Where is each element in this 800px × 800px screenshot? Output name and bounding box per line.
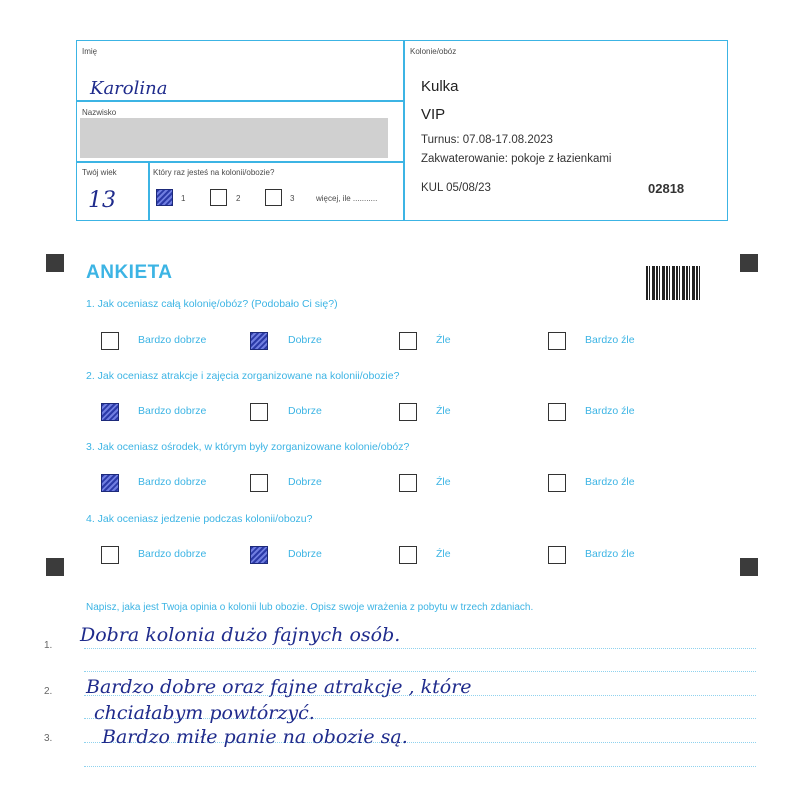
registration-marker [740, 558, 758, 576]
q2-option-label: Dobrze [288, 405, 322, 417]
q2-checkbox-1[interactable] [101, 403, 119, 421]
turnus: Turnus: 07.08-17.08.2023 [421, 134, 553, 146]
q1-option-label: Bardzo dobrze [138, 334, 207, 346]
line-number: 1. [44, 640, 53, 651]
answer-line-2: Bardzo dobre oraz fajne atrakcje , które [86, 676, 472, 698]
q4-option-label: Bardzo dobrze [138, 548, 207, 560]
imie-value: Karolina [90, 78, 168, 99]
imie-label: Imię [82, 47, 98, 56]
camp-code: KUL 05/08/23 [421, 182, 491, 194]
q4-checkbox-1[interactable] [101, 546, 119, 564]
writing-line [84, 648, 756, 649]
header-row-line [76, 161, 403, 163]
q3-option-label: Źle [436, 476, 451, 488]
ktory-raz-checkbox-1[interactable] [156, 189, 173, 206]
survey-title: ANKIETA [86, 262, 173, 283]
ktory-raz-label: Który raz jesteś na kolonii/obozie? [153, 168, 275, 177]
q1-checkbox-3[interactable] [399, 332, 417, 350]
q3-option-label: Bardzo dobrze [138, 476, 207, 488]
q2-option-label: Bardzo dobrze [138, 405, 207, 417]
registration-marker [46, 558, 64, 576]
q1-option-label: Bardzo źle [585, 334, 635, 346]
wiek-value: 13 [88, 188, 116, 213]
ktory-raz-checkbox-2[interactable] [210, 189, 227, 206]
q4-option-label: Dobrze [288, 548, 322, 560]
q3-checkbox-2[interactable] [250, 474, 268, 492]
camp-name: Kulka [421, 78, 459, 95]
q1-option-label: Dobrze [288, 334, 322, 346]
ktory-raz-more: więcej, ile ........... [316, 194, 378, 203]
nazwisko-redacted [80, 118, 388, 158]
q4-option-label: Bardzo źle [585, 548, 635, 560]
q3-checkbox-3[interactable] [399, 474, 417, 492]
question-4: 4. Jak oceniasz jedzenie podczas kolonii/obozu? [86, 513, 313, 525]
q2-checkbox-4[interactable] [548, 403, 566, 421]
opinion-prompt: Napisz, jaka jest Twoja opinia o kolonii lub obozie. Opisz swoje wrażenia z pobytu w trzech zdaniach. [86, 602, 534, 613]
line-number: 3. [44, 733, 53, 744]
q1-checkbox-4[interactable] [548, 332, 566, 350]
ktory-raz-option: 3 [290, 194, 295, 203]
q2-option-label: Źle [436, 405, 451, 417]
q1-option-label: Źle [436, 334, 451, 346]
q4-checkbox-2[interactable] [250, 546, 268, 564]
answer-line-3: chciałabym powtórzyć. [94, 702, 315, 724]
ktory-raz-option: 1 [181, 194, 186, 203]
answer-line-1: Dobra kolonia dużo fajnych osób. [80, 624, 401, 646]
registration-marker [46, 254, 64, 272]
q2-checkbox-2[interactable] [250, 403, 268, 421]
ktory-raz-checkbox-3[interactable] [265, 189, 282, 206]
q3-checkbox-4[interactable] [548, 474, 566, 492]
answer-line-4: Bardzo miłe panie na obozie są. [102, 726, 408, 748]
writing-line [84, 766, 756, 767]
header-divider [403, 40, 405, 221]
q4-option-label: Źle [436, 548, 451, 560]
form-number: 02818 [648, 181, 685, 196]
question-2: 2. Jak oceniasz atrakcje i zajęcia zorganizowane na kolonii/obozie? [86, 370, 400, 382]
q2-option-label: Bardzo źle [585, 405, 635, 417]
q2-checkbox-3[interactable] [399, 403, 417, 421]
wiek-label: Twój wiek [82, 168, 117, 177]
writing-line [84, 671, 756, 672]
nazwisko-label: Nazwisko [82, 108, 117, 117]
q4-checkbox-3[interactable] [399, 546, 417, 564]
camp-type: VIP [421, 106, 446, 123]
q4-checkbox-4[interactable] [548, 546, 566, 564]
line-number: 2. [44, 686, 53, 697]
question-1: 1. Jak oceniasz całą kolonię/obóz? (Podobało Ci się?) [86, 298, 338, 310]
registration-marker [740, 254, 758, 272]
q3-option-label: Dobrze [288, 476, 322, 488]
question-3: 3. Jak oceniasz ośrodek, w którym były zorganizowane kolonie/obóz? [86, 441, 410, 453]
barcode [646, 266, 702, 300]
zakwaterowanie: Zakwaterowanie: pokoje z łazienkami [421, 153, 612, 165]
q3-option-label: Bardzo źle [585, 476, 635, 488]
q3-checkbox-1[interactable] [101, 474, 119, 492]
q1-checkbox-1[interactable] [101, 332, 119, 350]
header-row-line [76, 100, 403, 102]
header-col-line [148, 161, 150, 221]
q1-checkbox-2[interactable] [250, 332, 268, 350]
kolonie-label: Kolonie/obóz [410, 47, 457, 56]
ktory-raz-option: 2 [236, 194, 241, 203]
